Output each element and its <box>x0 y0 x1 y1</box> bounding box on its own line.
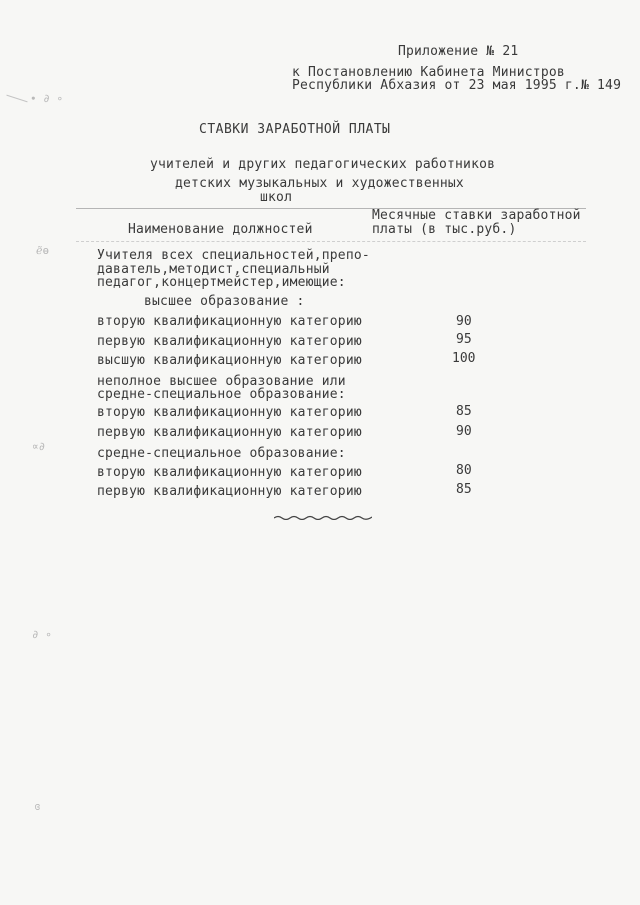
group-heading-incomplete-higher-line2: средне-специальное образование: <box>97 387 346 402</box>
group-heading-incomplete-higher-line1: неполное высшее образование или <box>97 374 346 389</box>
group-heading-secondary-special: средне-специальное образование: <box>97 446 346 461</box>
margin-mark: ∙ ∂ ∘ <box>30 92 64 105</box>
column-header-rate-line1: Месячные ставки заработной <box>372 208 581 223</box>
column-header-rate-line2: платы (в тыс.руб.) <box>372 222 517 237</box>
intro-line1: Учителя всех специальностей,препо- <box>97 248 370 263</box>
decree-reference-line2: Республики Абхазия от 23 мая 1995 г.№ 149 <box>292 78 622 93</box>
column-header-position: Наименование должностей <box>128 222 313 237</box>
table-row-label: первую квалификационную категорию <box>97 334 362 349</box>
table-row-value: 85 <box>456 482 472 497</box>
table-row-label: вторую квалификационную категорию <box>97 465 362 480</box>
table-row-value: 85 <box>456 404 472 419</box>
decree-reference-line1: к Постановлению Кабинета Министров <box>292 65 565 80</box>
table-row-value: 95 <box>456 332 472 347</box>
intro-line2: даватель,методист,специальный <box>97 262 330 277</box>
intro-line3: педагог,концертмейстер,имеющие: <box>97 275 346 290</box>
margin-mark: ∝∂ <box>32 440 46 453</box>
margin-mark: ℯ̃ɵ <box>36 244 50 257</box>
table-row-value: 90 <box>456 314 472 329</box>
margin-mark: ∂ ∘ <box>32 628 52 641</box>
margin-mark: ɞ <box>34 800 41 813</box>
table-row-label: вторую квалификационную категорию <box>97 314 362 329</box>
table-row-label: первую квалификационную категорию <box>97 484 362 499</box>
table-row-value: 90 <box>456 424 472 439</box>
annex-number: Приложение № 21 <box>398 44 519 59</box>
table-row-label: вторую квалификационную категорию <box>97 405 362 420</box>
table-row-value: 100 <box>452 351 476 366</box>
subtitle-line1: учителей и других педагогических работников <box>150 157 496 172</box>
margin-stroke <box>6 95 27 103</box>
group-heading-higher-education: высшее образование : <box>144 294 305 309</box>
subtitle-line3: школ <box>260 190 293 205</box>
table-header-rule <box>76 241 586 242</box>
table-row-value: 80 <box>456 463 472 478</box>
document-title: СТАВКИ ЗАРАБОТНОЙ ПЛАТЫ <box>199 122 391 137</box>
table-row-label: высшую квалификационную категорию <box>97 353 362 368</box>
table-row-label: первую квалификационную категорию <box>97 425 362 440</box>
subtitle-line2: детских музыкальных и художественных <box>175 176 464 191</box>
end-of-table-squiggle <box>274 514 372 520</box>
